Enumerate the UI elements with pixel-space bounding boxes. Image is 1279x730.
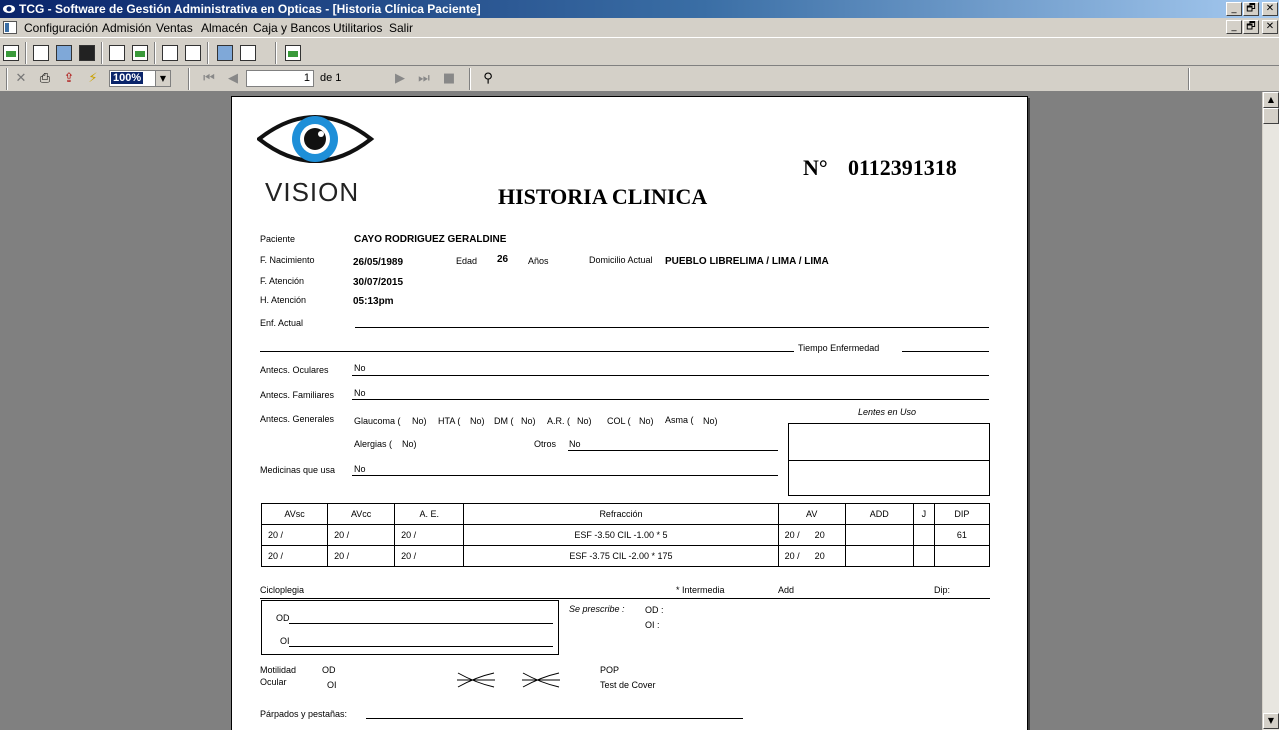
divider (289, 623, 553, 624)
divider (260, 598, 990, 599)
paciente-label: Paciente (260, 234, 296, 244)
chevron-down-icon[interactable]: ▼ (155, 71, 170, 86)
lentes-en-uso-label: Lentes en Uso (858, 407, 917, 417)
medicinas-value: No (354, 464, 366, 474)
header-dip: DIP (934, 504, 989, 525)
hora-value: 05:13pm (353, 296, 394, 307)
window-green-icon[interactable] (130, 43, 150, 63)
child-minimize-button[interactable]: _ (1226, 20, 1242, 34)
ar-value: No) (577, 416, 592, 426)
cicloplegia-box (261, 600, 559, 655)
menu-caja-bancos[interactable]: Caja y Bancos (253, 21, 331, 35)
cicloplegia-od-label: OD (276, 613, 290, 623)
atencion-label: F. Atención (260, 276, 305, 286)
antecs-oculares-value: No (354, 363, 366, 373)
window-title: TCG - Software de Gestión Administrativa en Opticas - [Historia Clínica Paciente] (19, 2, 481, 16)
glaucoma-value: No) (412, 416, 427, 426)
anos-label: Años (528, 256, 549, 266)
hta-label: HTA ( (438, 416, 461, 426)
dm-label: DM ( (494, 416, 514, 426)
antecs-familiares-value: No (354, 388, 366, 398)
number-label: N° (803, 155, 828, 180)
scroll-thumb[interactable] (1263, 108, 1279, 124)
motility-cross-icon (456, 671, 496, 689)
print-icon[interactable]: ⎙ (39, 71, 51, 86)
zoom-value: 100% (113, 72, 142, 84)
antecs-generales-label: Antecs. Generales (260, 414, 335, 424)
cell-j (913, 546, 934, 567)
otros-value: No (569, 439, 581, 449)
table-row (262, 546, 990, 567)
printer-dropdown-icon[interactable] (238, 43, 268, 63)
divider (260, 351, 794, 352)
table-header-row (262, 504, 990, 525)
asma-label: Asma ( (665, 415, 694, 425)
first-page-icon[interactable]: ⏮ (203, 71, 215, 86)
record-number: 0112391318 (848, 155, 957, 180)
atencion-value: 30/07/2015 (353, 277, 404, 288)
child-close-button[interactable]: ✕ (1262, 20, 1278, 34)
medicinas-label: Medicinas que usa (260, 465, 336, 475)
divider (352, 399, 989, 400)
motility-cross-icon (521, 671, 561, 689)
title-bar (0, 0, 1279, 18)
intermedia-label: * Intermedia (676, 585, 725, 595)
logo-text: VISION (265, 177, 360, 207)
next-page-icon[interactable]: ▶ (395, 71, 405, 86)
divider (355, 327, 989, 328)
window-icon[interactable] (107, 43, 127, 63)
domicilio-value: PUEBLO LIBRELIMA / LIMA / LIMA (665, 256, 829, 267)
toolbar-separator (469, 68, 471, 90)
domicilio-label: Domicilio Actual (589, 255, 653, 265)
menu-ventas[interactable]: Ventas (156, 21, 193, 35)
cell-refraccion: ESF -3.75 CIL -2.00 * 175 (464, 546, 778, 567)
divider (289, 646, 553, 647)
calculator-icon[interactable] (215, 43, 235, 63)
menu-utilitarios[interactable]: Utilitarios (333, 21, 383, 35)
edad-label: Edad (456, 256, 478, 266)
prescribe-od-label: OD : (645, 605, 664, 615)
transfer-icon[interactable] (54, 43, 74, 63)
test-cover-label: Test de Cover (600, 680, 656, 690)
antecs-oculares-label: Antecs. Oculares (260, 365, 329, 375)
antecs-familiares-label: Antecs. Familiares (260, 390, 335, 400)
report-title: HISTORIA CLINICA (498, 184, 708, 209)
glaucoma-label: Glaucoma ( (354, 416, 401, 426)
se-prescribe-label: Se prescribe : (569, 604, 625, 614)
divider (352, 375, 989, 376)
search-binoculars-icon[interactable]: ⚲ (483, 71, 493, 86)
header-j: J (913, 504, 934, 525)
cell-av: 20 / 20 (778, 525, 845, 546)
list-icon[interactable] (183, 43, 203, 63)
toolbar-separator (275, 42, 277, 64)
document-icon[interactable] (3, 21, 17, 34)
report-toolbar (0, 66, 1279, 92)
motilidad-label: Motilidad (260, 665, 297, 675)
menu-admision[interactable]: Admisión (102, 21, 152, 35)
cell-ae: 20 / (395, 546, 464, 567)
child-restore-button[interactable]: 🗗 (1243, 20, 1259, 34)
prev-page-icon[interactable]: ◀ (228, 71, 238, 86)
refresh-lightning-icon[interactable]: ⚡ (88, 71, 98, 86)
asma-value: No) (703, 416, 718, 426)
cell-refraccion: ESF -3.50 CIL -1.00 * 5 (464, 525, 778, 546)
toolbar-separator (1188, 68, 1190, 90)
cicloplegia-label: Cicloplegia (260, 585, 305, 595)
close-button[interactable]: ✕ (1262, 2, 1278, 16)
cell-av: 20 / 20 (778, 546, 845, 567)
scroll-up-icon[interactable]: ▲ (1263, 92, 1279, 108)
vertical-scrollbar[interactable] (1262, 92, 1279, 730)
header-av: AV (778, 504, 845, 525)
restore-button[interactable]: 🗗 (1243, 2, 1259, 16)
enf-actual-label: Enf. Actual (260, 318, 304, 328)
alergias-label: Alergias ( (354, 439, 393, 449)
prescribe-oi-label: OI : (645, 620, 660, 630)
header-avsc: AVsc (262, 504, 328, 525)
hora-label: H. Atención (260, 295, 307, 305)
ar-label: A.R. ( (547, 416, 571, 426)
page-number-input[interactable]: 1 (246, 70, 314, 87)
export-icon[interactable]: ⇪ (63, 71, 75, 86)
zoom-select[interactable] (109, 70, 171, 87)
cell-avcc: 20 / (328, 546, 395, 567)
close-report-icon[interactable]: ✕ (15, 71, 27, 86)
otros-label: Otros (534, 439, 557, 449)
app-eye-icon (2, 2, 16, 16)
exit-door-icon[interactable] (1, 43, 21, 63)
cell-dip (934, 546, 989, 567)
minimize-button[interactable]: _ (1226, 2, 1242, 16)
nacimiento-label: F. Nacimiento (260, 255, 315, 265)
dm-value: No) (521, 416, 536, 426)
cell-add (845, 525, 913, 546)
download-icon[interactable] (283, 43, 303, 63)
scroll-down-icon[interactable]: ▼ (1263, 713, 1279, 729)
main-toolbar (0, 37, 1279, 66)
last-page-icon[interactable]: ⏭ (418, 71, 430, 86)
motilidad-oi-label: OI (327, 680, 337, 690)
menu-configuracion[interactable]: Configuración (24, 21, 99, 35)
tiempo-enfermedad-label: Tiempo Enfermedad (798, 343, 880, 353)
table-row (262, 525, 990, 546)
menu-almacen[interactable]: Almacén (201, 21, 248, 35)
add-label: Add (778, 585, 795, 595)
toolbar-separator (154, 42, 156, 64)
divider (352, 475, 778, 476)
nacimiento-value: 26/05/1989 (353, 257, 404, 268)
toolbar-separator (188, 68, 190, 90)
cell-ae: 20 / (395, 525, 464, 546)
divider (789, 460, 989, 461)
alergias-value: No) (402, 439, 417, 449)
edad-value: 26 (497, 254, 509, 265)
toolbar-separator (6, 68, 8, 90)
page-count-label: de 1 (320, 72, 342, 84)
header-avcc: AVcc (328, 504, 395, 525)
ocular-label: Ocular (260, 677, 287, 687)
cell-avsc: 20 / (262, 525, 328, 546)
columns-icon[interactable] (160, 43, 180, 63)
divider (902, 351, 989, 352)
hta-value: No) (470, 416, 485, 426)
lentes-en-uso-box (788, 423, 990, 496)
dip-label: Dip: (934, 585, 951, 595)
report-page (231, 96, 1028, 730)
menu-bar (0, 18, 1279, 37)
col-value: No) (639, 416, 654, 426)
cell-dip: 61 (934, 525, 989, 546)
header-ae: A. E. (395, 504, 464, 525)
header-refraccion: Refracción (464, 504, 778, 525)
parpados-label: Párpados y pestañas: (260, 709, 348, 719)
cell-avsc: 20 / (262, 546, 328, 567)
book-icon[interactable] (77, 43, 97, 63)
toolbar-separator (25, 42, 27, 64)
refraction-table (261, 503, 990, 567)
header-add: ADD (845, 504, 913, 525)
col-label: COL ( (607, 416, 631, 426)
stop-icon[interactable]: ■ (442, 71, 456, 86)
admission-icon[interactable] (31, 43, 51, 63)
cell-avcc: 20 / (328, 525, 395, 546)
cell-add (845, 546, 913, 567)
divider (568, 450, 778, 451)
toolbar-separator (101, 42, 103, 64)
pop-label: POP (600, 665, 620, 675)
paciente-value: CAYO RODRIGUEZ GERALDINE (354, 234, 507, 245)
motilidad-od-label: OD (322, 665, 336, 675)
menu-salir[interactable]: Salir (389, 21, 414, 35)
cicloplegia-oi-label: OI (280, 636, 290, 646)
cell-j (913, 525, 934, 546)
toolbar-separator (207, 42, 209, 64)
divider (366, 718, 743, 719)
